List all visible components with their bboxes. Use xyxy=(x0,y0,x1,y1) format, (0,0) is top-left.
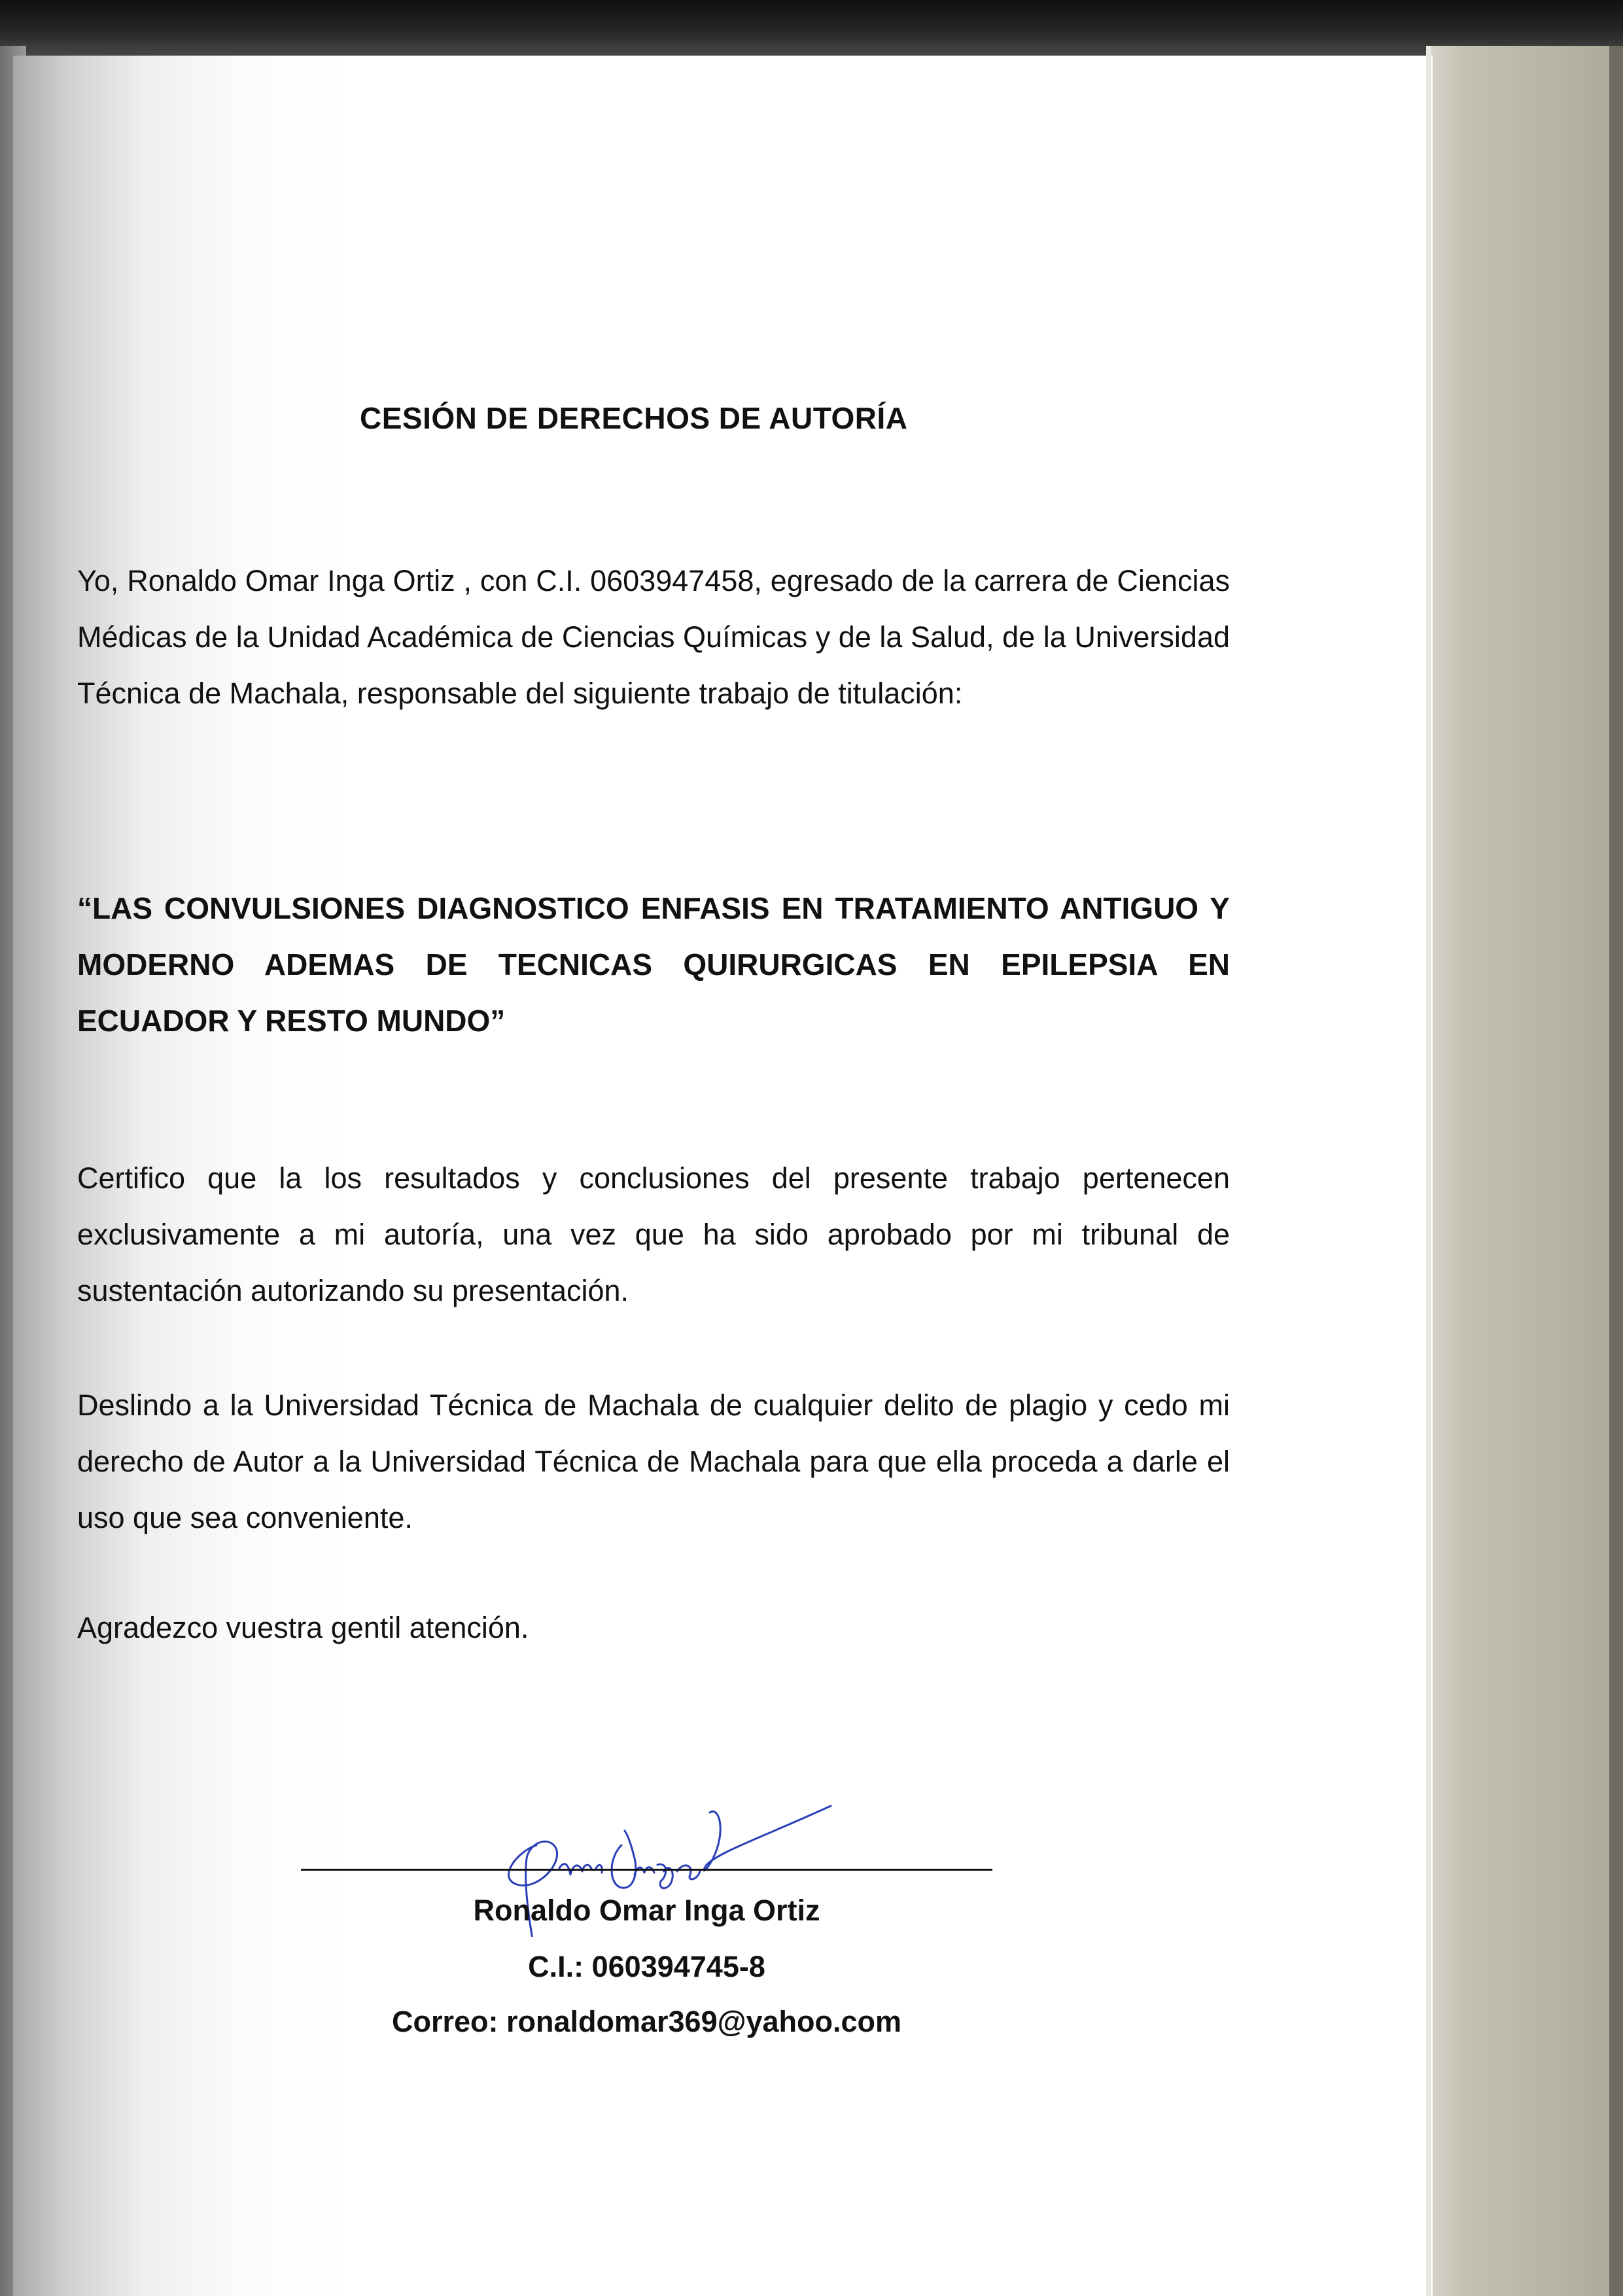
closing-line: Agradezco vuestra gentil atención. xyxy=(77,1611,529,1644)
signature-line xyxy=(301,1869,992,1871)
signer-id: C.I.: 060394745-8 xyxy=(528,1950,765,1983)
rights-transfer-paragraph: Deslindo a la Universidad Técnica de Machala de cualquier delito de plagio y cedo mi derecho de Autor a la Universidad Técnica de Machala para que ella proceda a darle el uso que sea conveniente. xyxy=(77,1388,1230,1534)
signer-name: Ronaldo Omar Inga Ortiz xyxy=(473,1894,820,1927)
document-title: CESIÓN DE DERECHOS DE AUTORÍA xyxy=(360,401,908,435)
certification-paragraph: Certifico que la los resultados y conclusiones del presente trabajo pertenecen exclusivamente a mi autoría, una vez que ha sido aprobado por mi tribunal de sustentación autorizando su presentación. xyxy=(77,1161,1230,1307)
declaration-paragraph: Yo, Ronaldo Omar Inga Ortiz , con C.I. 0603947458, egresado de la carrera de Ciencias Médicas de la Unidad Académica de Ciencias Químicas y de la Salud, de la Universidad Técnica de Machala, responsable del siguiente trabajo de titulación: xyxy=(77,564,1230,710)
signer-email: Correo: ronaldomar369@yahoo.com xyxy=(391,2005,902,2038)
thesis-title: “LAS CONVULSIONES DIAGNOSTICO ENFASIS EN TRATAMIENTO ANTIGUO Y MODERNO ADEMAS DE TECNICAS QUIRURGICAS EN EPILEPSIA EN ECUADOR Y RESTO MUNDO” xyxy=(77,891,1230,1038)
